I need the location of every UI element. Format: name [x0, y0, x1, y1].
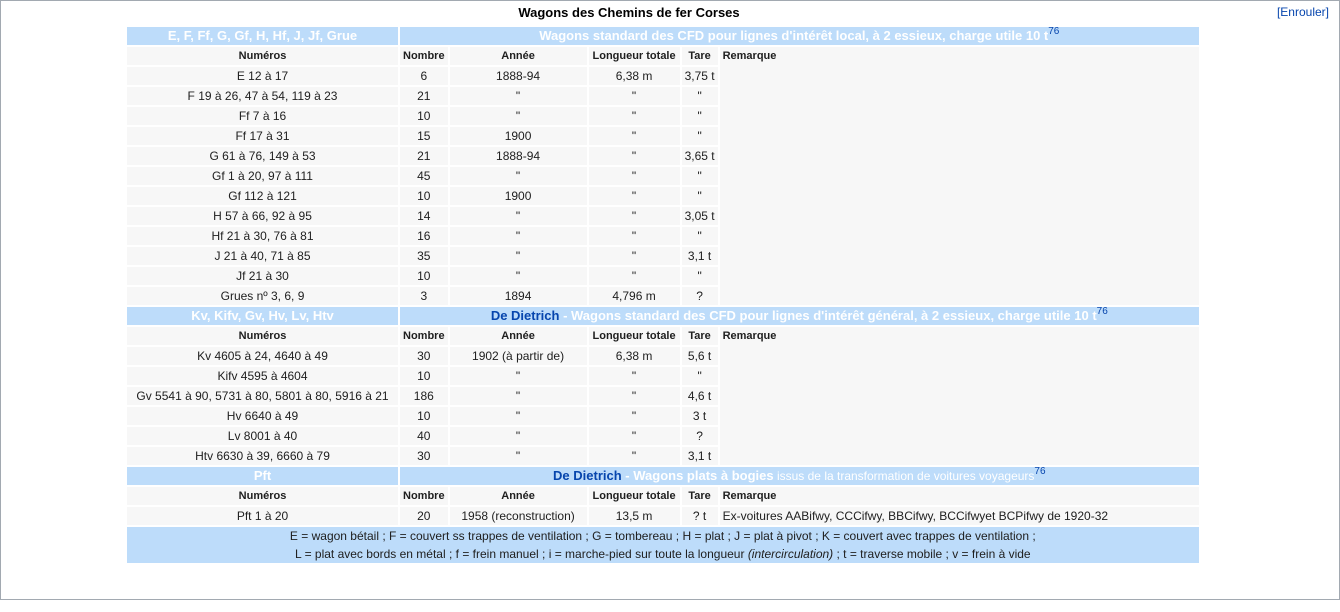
cell-annee: 1894: [450, 287, 587, 305]
cell-nombre: 10: [400, 407, 448, 425]
wagons-table: [125, 25, 1201, 565]
col-annee: Année: [450, 47, 587, 65]
cell-longueur: 13,5 m: [589, 507, 680, 525]
cell-longueur: ": [589, 207, 680, 225]
cell-tare: 3,05 t: [682, 207, 718, 225]
cell-numeros: Lv 8001 à 40: [127, 427, 398, 445]
legend-line-1: E = wagon bétail ; F = couvert ss trappes de ventilation ; G = tombereau ; H = plat ; J = plat à pivot ; K = couvert avec trappes de ventilation ;: [289, 529, 1036, 543]
cell-longueur: ": [589, 187, 680, 205]
reference-link[interactable]: 76: [1048, 26, 1060, 37]
col-tare: Tare: [682, 47, 718, 65]
group-desc-text: Wagons standard des CFD pour lignes d'intérêt local, à 2 essieux, charge utile 10 t: [539, 28, 1049, 43]
cell-tare: 3,65 t: [682, 147, 718, 165]
col-annee: Année: [450, 327, 587, 345]
cell-tare: 3 t: [682, 407, 718, 425]
cell-tare: ": [682, 227, 718, 245]
cell-tare: 5,6 t: [682, 347, 718, 365]
legend-line-2: [130, 545, 1196, 563]
cell-numeros: Htv 6630 à 39, 6660 à 79: [127, 447, 398, 465]
cell-annee: 1900: [450, 187, 587, 205]
cell-nombre: 10: [400, 187, 448, 205]
table-row: [127, 507, 1199, 525]
cell-numeros: Hf 21 à 30, 76 à 81: [127, 227, 398, 245]
cell-nombre: 10: [400, 367, 448, 385]
cell-numeros: H 57 à 66, 92 à 95: [127, 207, 398, 225]
cell-tare: ?: [682, 427, 718, 445]
col-numeros: Numéros: [127, 47, 398, 65]
cell-nombre: 21: [400, 87, 448, 105]
col-remarque: Remarque: [720, 47, 1199, 305]
cell-numeros: Gf 1 à 20, 97 à 111: [127, 167, 398, 185]
group-description: [400, 467, 1199, 485]
group-desc-text: - Wagons standard des CFD pour lignes d'intérêt général, à 2 essieux, charge utile 10 t: [559, 308, 1097, 323]
cell-annee: ": [450, 207, 587, 225]
cell-tare: ? t: [682, 507, 718, 525]
cell-tare: ": [682, 127, 718, 145]
collapse-link[interactable]: [Enrouler]: [1276, 5, 1329, 19]
cell-longueur: ": [589, 267, 680, 285]
cell-tare: ": [682, 87, 718, 105]
cell-longueur: ": [589, 167, 680, 185]
cell-longueur: ": [589, 367, 680, 385]
cell-annee: ": [450, 427, 587, 445]
cell-numeros: Grues nº 3, 6, 9: [127, 287, 398, 305]
col-longueur: Longueur totale: [589, 47, 680, 65]
group-name: Kv, Kifv, Gv, Hv, Lv, Htv: [127, 307, 398, 325]
cell-nombre: 20: [400, 507, 448, 525]
col-nombre: Nombre: [400, 47, 448, 65]
cell-nombre: 186: [400, 387, 448, 405]
col-longueur: Longueur totale: [589, 327, 680, 345]
col-numeros: Numéros: [127, 487, 398, 505]
cell-numeros: Ff 7 à 16: [127, 107, 398, 125]
cell-tare: 4,6 t: [682, 387, 718, 405]
navbox-title: Wagons des Chemins de fer Corses: [518, 5, 740, 20]
cell-tare: 3,1 t: [682, 447, 718, 465]
builder-link[interactable]: De Dietrich: [490, 308, 560, 323]
cell-annee: ": [450, 447, 587, 465]
cell-nombre: 15: [400, 127, 448, 145]
cell-nombre: 10: [400, 267, 448, 285]
cell-longueur: ": [589, 107, 680, 125]
cell-numeros: J 21 à 40, 71 à 85: [127, 247, 398, 265]
col-annee: Année: [450, 487, 587, 505]
cell-longueur: ": [589, 147, 680, 165]
legend: [127, 527, 1199, 563]
cell-longueur: ": [589, 447, 680, 465]
column-header-row: [127, 487, 1199, 505]
cell-numeros: Kv 4605 à 24, 4640 à 49: [127, 347, 398, 365]
cell-numeros: Jf 21 à 30: [127, 267, 398, 285]
reference-link[interactable]: 76: [1096, 306, 1108, 317]
cell-tare: ": [682, 167, 718, 185]
cell-numeros: F 19 à 26, 47 à 54, 119 à 23: [127, 87, 398, 105]
cell-annee: ": [450, 367, 587, 385]
cell-annee: ": [450, 387, 587, 405]
col-remarque: Remarque: [720, 327, 1199, 465]
cell-numeros: E 12 à 17: [127, 67, 398, 85]
group-description: [400, 27, 1199, 45]
legend-text: L = plat avec bords en métal ; f = frein manuel ; i = marche-pied sur toute la longueur: [295, 547, 748, 561]
group-header-row: [127, 307, 1199, 325]
column-header-row: [127, 47, 1199, 65]
reference-link[interactable]: 76: [1034, 466, 1046, 477]
cell-nombre: 3: [400, 287, 448, 305]
cell-longueur: ": [589, 247, 680, 265]
cell-annee: ": [450, 87, 587, 105]
cell-nombre: 21: [400, 147, 448, 165]
group-desc-bold: - Wagons plats à bogies: [621, 468, 774, 483]
col-tare: Tare: [682, 327, 718, 345]
cell-longueur: 6,38 m: [589, 347, 680, 365]
cell-annee: 1902 (à partir de): [450, 347, 587, 365]
cell-nombre: 35: [400, 247, 448, 265]
group-desc-plain: issus de la transformation de voitures voyageurs: [773, 469, 1035, 483]
col-tare: Tare: [682, 487, 718, 505]
cell-tare: ": [682, 187, 718, 205]
legend-text: ; t = traverse mobile ; v = frein à vide: [833, 547, 1031, 561]
group-header-row: [127, 27, 1199, 45]
cell-tare: ?: [682, 287, 718, 305]
cell-longueur: 4,796 m: [589, 287, 680, 305]
cell-nombre: 6: [400, 67, 448, 85]
column-header-row: [127, 327, 1199, 345]
col-longueur: Longueur totale: [589, 487, 680, 505]
cell-nombre: 30: [400, 447, 448, 465]
cell-annee: 1900: [450, 127, 587, 145]
cell-numeros: Hv 6640 à 49: [127, 407, 398, 425]
collapse-toggle[interactable]: [1277, 5, 1329, 19]
legend-italic: (intercirculation): [747, 547, 834, 561]
cell-tare: 3,1 t: [682, 247, 718, 265]
col-numeros: Numéros: [127, 327, 398, 345]
cell-annee: 1958 (reconstruction): [450, 507, 587, 525]
cell-longueur: ": [589, 127, 680, 145]
cell-longueur: ": [589, 387, 680, 405]
cell-remarque: Ex-voitures AABifwy, CCCifwy, BBCifwy, BCCifwyet BCPifwy de 1920-32: [720, 507, 1199, 525]
cell-longueur: ": [589, 427, 680, 445]
cell-annee: 1888-94: [450, 67, 587, 85]
cell-annee: ": [450, 227, 587, 245]
col-nombre: Nombre: [400, 327, 448, 345]
group-name: Pft: [127, 467, 398, 485]
cell-nombre: 14: [400, 207, 448, 225]
cell-nombre: 45: [400, 167, 448, 185]
cell-longueur: 6,38 m: [589, 67, 680, 85]
group-name: E, F, Ff, G, Gf, H, Hf, J, Jf, Grue: [127, 27, 398, 45]
col-remarque: Remarque: [720, 487, 1199, 505]
cell-nombre: 30: [400, 347, 448, 365]
cell-longueur: ": [589, 227, 680, 245]
legend-row: [127, 527, 1199, 563]
cell-numeros: G 61 à 76, 149 à 53: [127, 147, 398, 165]
cell-longueur: ": [589, 87, 680, 105]
group-header-row: [127, 467, 1199, 485]
cell-annee: ": [450, 267, 587, 285]
cell-annee: 1888-94: [450, 147, 587, 165]
cell-annee: ": [450, 247, 587, 265]
cell-tare: 3,75 t: [682, 67, 718, 85]
builder-link[interactable]: De Dietrich: [553, 468, 622, 483]
cell-numeros: Ff 17 à 31: [127, 127, 398, 145]
cell-annee: ": [450, 107, 587, 125]
cell-tare: ": [682, 367, 718, 385]
cell-annee: ": [450, 167, 587, 185]
cell-annee: ": [450, 407, 587, 425]
cell-tare: ": [682, 107, 718, 125]
cell-numeros: Gf 112 à 121: [127, 187, 398, 205]
cell-tare: ": [682, 267, 718, 285]
cell-nombre: 16: [400, 227, 448, 245]
cell-nombre: 40: [400, 427, 448, 445]
cell-nombre: 10: [400, 107, 448, 125]
cell-numeros: Gv 5541 à 90, 5731 à 80, 5801 à 80, 5916 à 21: [127, 387, 398, 405]
cell-longueur: ": [589, 407, 680, 425]
group-description: [400, 307, 1199, 325]
cell-numeros: Pft 1 à 20: [127, 507, 398, 525]
cell-numeros: Kifv 4595 à 4604: [127, 367, 398, 385]
col-nombre: Nombre: [400, 487, 448, 505]
